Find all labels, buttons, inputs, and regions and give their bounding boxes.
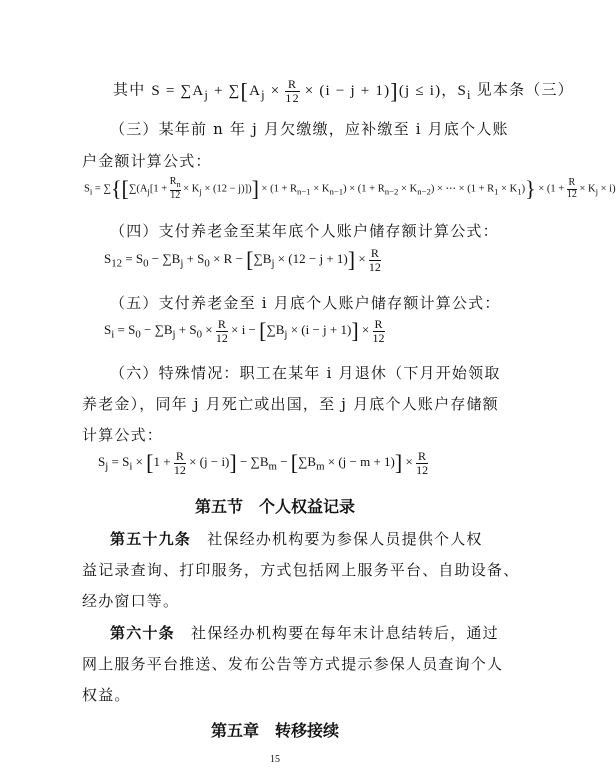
formula-sec5: $S_i = S_0 - \sum B_j + S_0$ × $\frac{R}{12}$ × $i - [\sum B_j \times (i - j + 1)]$ × $\frac{R}{12}$ (104, 317, 385, 345)
formula-sec3: $S_i = \sum\{[\sum(A_j[1$ + $\frac{R_n}{12}$ × $K_j \times (12 - j)])] \times (1 + R_{n-1} \times K_{n-1}) \times (1 + R_{n-2} \times K_{n-2})$ × ⋯ × $(1 + R_1 \times K_1)\} \times (1$ + $\frac{R}{12}$ × $K_j \times i$) (84, 175, 616, 201)
page-number: 15 (270, 754, 280, 765)
formula-sec4: $S_{12} = S_0 - \sum B_j + S_0 \times R - [\sum B_j \times (12 - j + 1)]$ × $\frac{R}{12}$ (104, 246, 381, 274)
art59-line1 (110, 528, 483, 549)
sec4-line: （四）支付养老金至某年底个人账户储存额计算公式： (110, 222, 499, 240)
sec6-line1: （六）特殊情况：职工在某年 i 月退休（下月开始领取 (110, 364, 501, 382)
sec5-line: （五）支付养老金至 i 月底个人账户储存额计算公式： (110, 294, 501, 312)
formula-line-s (113, 78, 574, 104)
art59-text1: 社保经办机构要为参保人员提供个人权 (191, 530, 483, 548)
section-title: 第五节 个人权益记录 (194, 497, 355, 516)
sec3-line1: （三）某年前 n 年 j 月欠缴缴，应补缴至 i 月底个人账 (110, 120, 509, 138)
chapter-title: 第五章 转移接续 (210, 721, 339, 740)
text-prefix: 其中 (113, 80, 146, 99)
art59-line3: 经办窗口等。 (82, 592, 180, 610)
formula-sec6: $S_j = S_i \times [1$ + $\frac{R}{12}$ × $(j - i)] - \sum B_m - [\sum B_m \times (j - m + 1)]$ × $\frac{R}{12}$ (98, 449, 429, 477)
art60-line1 (110, 622, 499, 643)
sec6-line2: 养老金），同年 j 月死亡或出国，至 j 月底个人账户存储额 (82, 395, 499, 413)
art59-line2: 益记录查询、打印服务，方式包括网上服务平台、自助设备、 (82, 561, 520, 579)
art60-line2: 网上服务平台推送、发布公告等方式提示参保人员查询个人 (82, 655, 504, 673)
art60-label: 第六十条 (110, 624, 175, 642)
sec3-line2: 户金额计算公式： (82, 152, 212, 170)
art59-label: 第五十九条 (110, 530, 192, 548)
art60-text1: 社保经办机构要在每年末计息结转后，通过 (174, 624, 499, 642)
text-suffix: 见本条（三） (476, 80, 574, 99)
sec6-line3: 计算公式： (82, 426, 164, 444)
formula-s: $S = \sum A_j + \sum[A_j$ × $\frac{R}{12}$ × (i − j + 1)](j ≤ i)，$S_i$ (151, 77, 472, 105)
art60-line3: 权益。 (82, 686, 131, 704)
